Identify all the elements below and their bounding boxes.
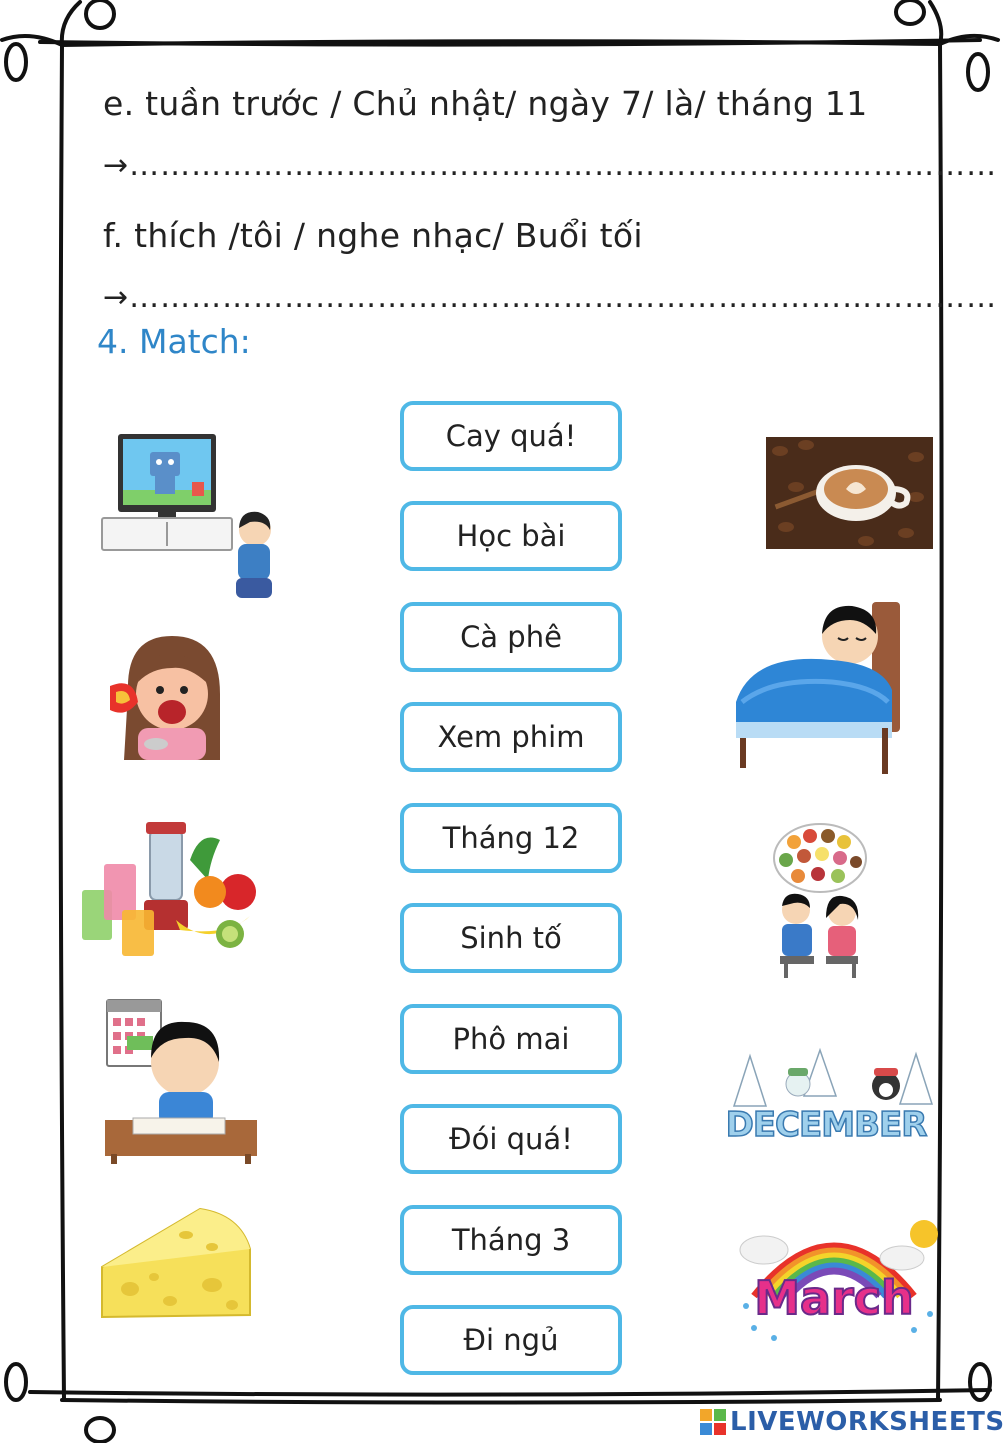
match-word-label: Xem phim xyxy=(437,720,585,754)
match-word-label: Cà phê xyxy=(460,620,562,654)
match-word-box[interactable] xyxy=(400,1305,622,1375)
liveworksheets-brand xyxy=(700,1405,1005,1439)
match-word-label: Tháng 3 xyxy=(451,1223,571,1257)
match-word-box[interactable] xyxy=(400,803,622,873)
december-label: DECEMBER xyxy=(725,1105,927,1145)
liveworksheets-logo-icon xyxy=(700,1409,726,1435)
exercise-item-f: f. thích /tôi / nghe nhạc/ Buổi tối xyxy=(103,216,643,255)
match-word-label: Phô mai xyxy=(452,1022,570,1056)
match-word-label: Đi ngủ xyxy=(463,1323,559,1357)
exercise-item-e: e. tuần trước / Chủ nhật/ ngày 7/ là/ tháng 11 xyxy=(103,84,868,123)
answer-line-e[interactable]: →………………………………………………………………………… xyxy=(103,148,998,183)
answer-line-f[interactable]: →………………………………………………………………………… xyxy=(103,280,998,315)
match-word-box[interactable] xyxy=(400,602,622,672)
match-word-label: Sinh tố xyxy=(460,921,562,955)
match-word-box[interactable] xyxy=(400,401,622,471)
brand-name: LIVEWORKSHEETS xyxy=(730,1407,1005,1437)
match-word-box[interactable] xyxy=(400,903,622,973)
watching-tv-picture[interactable] xyxy=(100,432,275,602)
match-word-box[interactable] xyxy=(400,1104,622,1174)
spicy-food-girl-picture[interactable] xyxy=(108,632,236,762)
match-word-box[interactable] xyxy=(400,501,622,571)
sleeping-boy-picture[interactable] xyxy=(732,598,904,778)
march-label: March xyxy=(754,1271,914,1325)
match-word-label: Học bài xyxy=(456,519,566,553)
december-picture[interactable] xyxy=(714,1046,938,1146)
studying-boy-picture[interactable] xyxy=(103,996,261,1166)
match-word-box[interactable] xyxy=(400,702,622,772)
match-word-label: Tháng 12 xyxy=(442,821,580,855)
match-word-label: Cay quá! xyxy=(445,419,577,453)
coffee-picture[interactable] xyxy=(766,437,933,549)
match-word-box[interactable] xyxy=(400,1205,622,1275)
match-word-label: Đói quá! xyxy=(449,1122,573,1156)
hungry-couple-picture[interactable] xyxy=(770,822,870,980)
smoothie-fruits-picture[interactable] xyxy=(80,820,265,960)
march-picture[interactable] xyxy=(734,1210,944,1350)
cheese-picture[interactable] xyxy=(100,1205,255,1320)
section-title: 4. Match: xyxy=(97,322,251,361)
match-word-box[interactable] xyxy=(400,1004,622,1074)
